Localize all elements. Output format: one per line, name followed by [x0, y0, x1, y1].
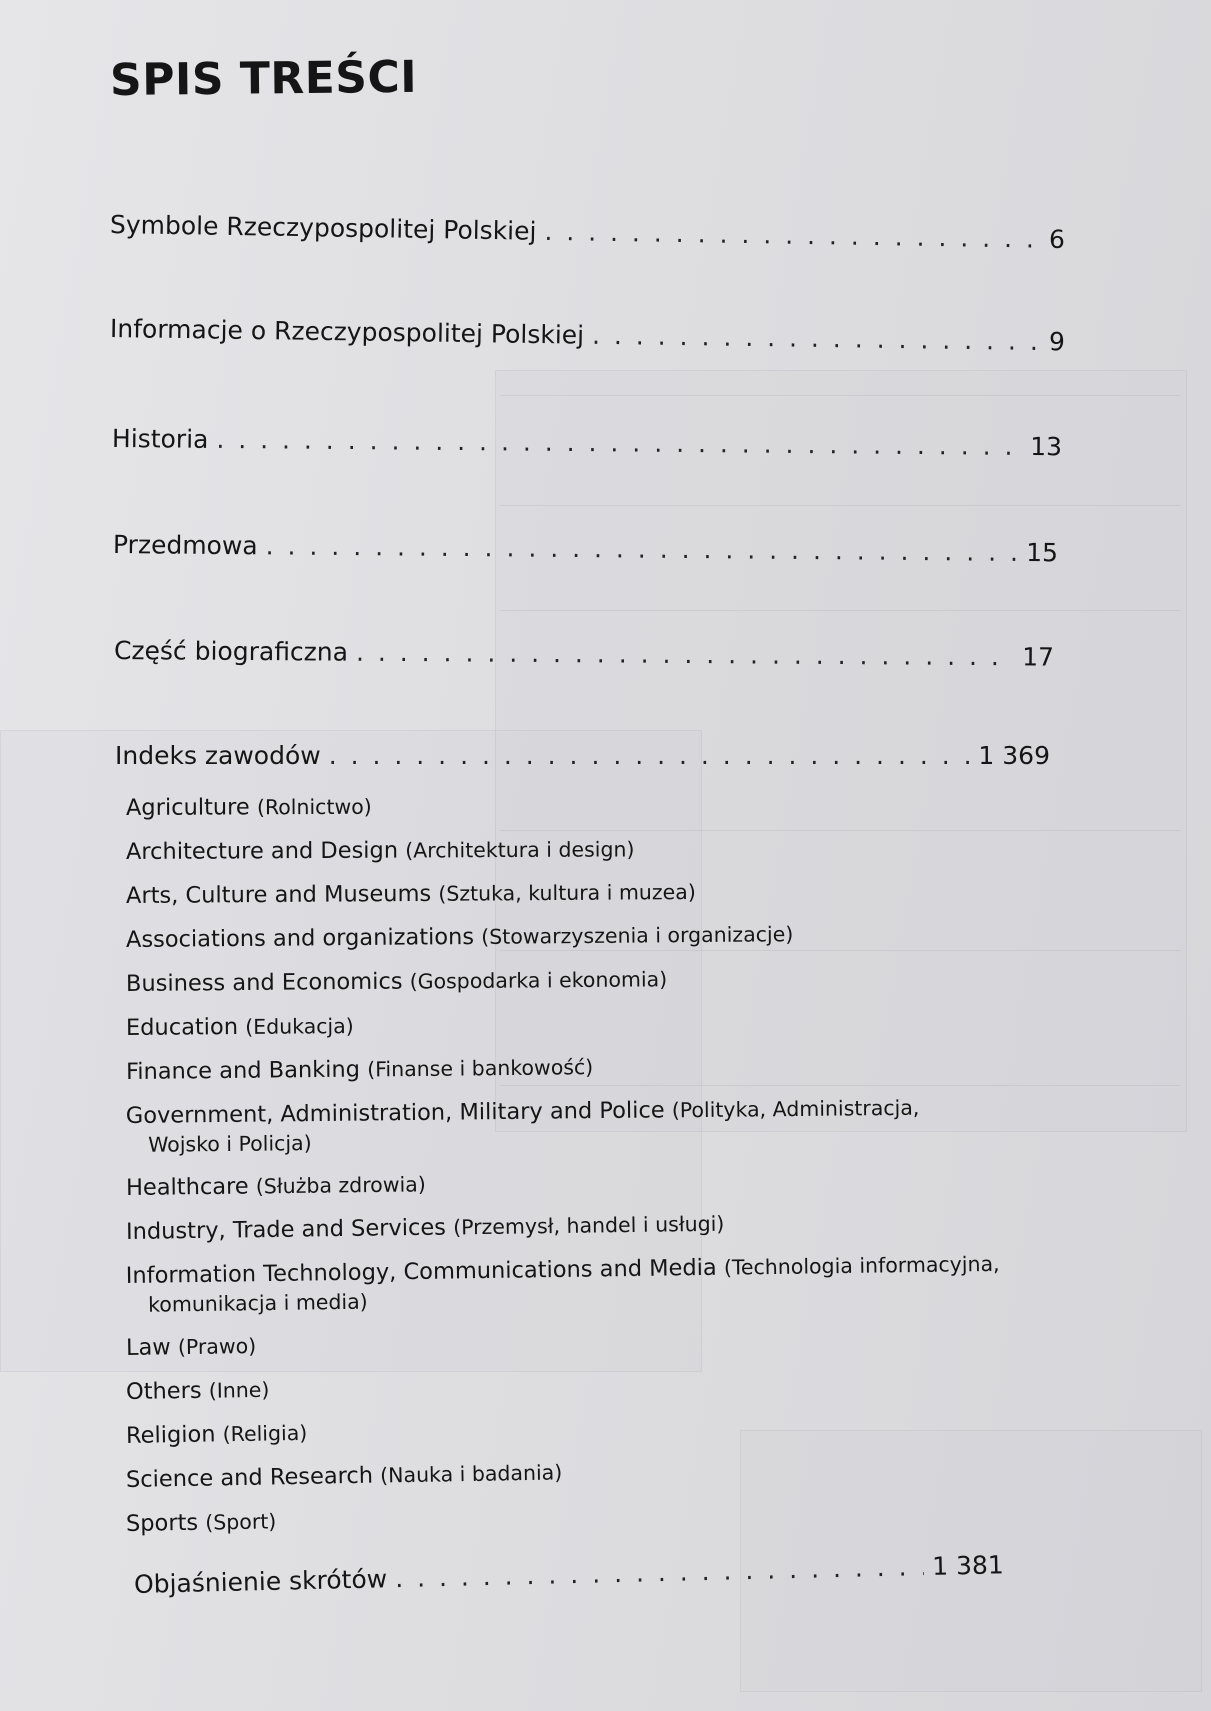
category-name-en: Business and Economics: [125, 968, 403, 997]
category-name-en: Others: [125, 1377, 202, 1405]
index-category-item[interactable]: [126, 868, 1000, 918]
bleed-through-staff-line: [500, 395, 1180, 396]
leader-dots: [356, 638, 1014, 672]
toc-entry-label: Indeks zawodów: [115, 741, 321, 770]
category-name-pl: (Służba zdrowia): [255, 1172, 426, 1199]
index-category-item[interactable]: [126, 1250, 1001, 1320]
toc-entry-label: Przedmowa: [112, 530, 258, 561]
toc-entry-symbole[interactable]: [110, 210, 1065, 254]
category-name-en: Architecture and Design: [125, 837, 399, 865]
bleed-through-staff-line: [500, 610, 1180, 611]
category-name-en: Sports: [125, 1509, 199, 1537]
toc-entry-label: Informacje o Rzeczypospolitej Polskiej: [109, 314, 585, 350]
category-name-en: Healthcare: [125, 1173, 249, 1201]
leader-dots: [544, 217, 1041, 254]
category-name-en: Agriculture: [125, 794, 250, 821]
category-name-pl: (Polityka, Administracja,: [671, 1095, 920, 1123]
leader-dots: [266, 531, 1019, 567]
category-name-pl: (Inne): [208, 1377, 270, 1403]
index-categories-list: [126, 786, 1000, 1546]
toc-entry-page: 17: [1022, 642, 1055, 672]
bleed-through-staff-line: [500, 505, 1180, 506]
toc-entry-czesc-biograficzna[interactable]: [114, 636, 1054, 672]
toc-entry-indeks-zawodow[interactable]: [115, 741, 1050, 770]
category-name-pl: (Edukacja): [245, 1014, 354, 1039]
category-name-pl: (Finanse i bankowość): [367, 1055, 594, 1082]
category-name-pl: (Nauka i badania): [379, 1460, 563, 1488]
category-name-en: Information Technology, Communications and Media: [125, 1254, 717, 1290]
toc-entry-page: 6: [1048, 224, 1066, 254]
category-name-pl: (Prawo): [177, 1333, 257, 1360]
category-name-pl: (Rolnictwo): [256, 794, 372, 820]
toc-entry-label: Symbole Rzeczypospolitej Polskiej: [109, 210, 537, 246]
toc-entry-label: Objaśnienie skrótów: [133, 1564, 388, 1599]
toc-entry-label: Część biograficzna: [113, 636, 349, 667]
category-name-en: Religion: [125, 1421, 216, 1449]
category-name-en: Finance and Banking: [125, 1056, 361, 1085]
leader-dots: [216, 425, 1022, 461]
category-name-pl: (Stowarzyszenia i organizacje): [481, 922, 794, 949]
category-name-pl: (Sport): [205, 1509, 277, 1535]
category-name-en: Associations and organizations: [125, 923, 475, 953]
category-name-pl-continued: Wojsko i Policja): [148, 1131, 312, 1157]
toc-entry-page: 15: [1026, 537, 1059, 568]
toc-entry-page: 13: [1030, 432, 1063, 462]
category-name-en: Science and Research: [125, 1462, 374, 1493]
category-name-en: Law: [125, 1334, 171, 1361]
toc-entry-informacje[interactable]: [110, 314, 1065, 356]
index-category-item[interactable]: [126, 954, 1000, 1006]
category-name-en: Government, Administration, Military and Police: [125, 1097, 665, 1130]
page-title: SPIS TREŚCI: [109, 51, 418, 106]
index-category-item[interactable]: [126, 781, 1000, 830]
index-category-item[interactable]: [126, 1041, 1000, 1094]
category-name-en: Education: [125, 1014, 239, 1041]
category-name-pl: (Religia): [222, 1420, 308, 1447]
toc-entry-page: 1 369: [978, 741, 1050, 770]
category-name-en: Industry, Trade and Services: [125, 1214, 447, 1245]
category-name-pl: (Przemysł, handel i usługi): [452, 1211, 725, 1240]
category-name-pl: (Technologia informacyjna,: [723, 1251, 1000, 1280]
toc-entry-page: 9: [1048, 327, 1066, 357]
toc-entry-page: 1 381: [931, 1550, 1005, 1581]
category-name-pl-continued: komunikacja i media): [148, 1289, 368, 1317]
leader-dots: [592, 321, 1041, 356]
category-name-pl: (Gospodarka i ekonomia): [409, 967, 668, 994]
category-name-en: Arts, Culture and Museums: [125, 880, 432, 909]
index-category-item[interactable]: [126, 825, 1000, 874]
index-category-item[interactable]: [126, 1093, 1000, 1160]
toc-entry-label: Historia: [111, 424, 209, 454]
category-name-pl: (Architektura i design): [405, 837, 635, 863]
index-category-item[interactable]: [126, 910, 1000, 962]
leader-dots: [329, 741, 971, 770]
category-name-pl: (Sztuka, kultura i muzea): [438, 880, 696, 906]
